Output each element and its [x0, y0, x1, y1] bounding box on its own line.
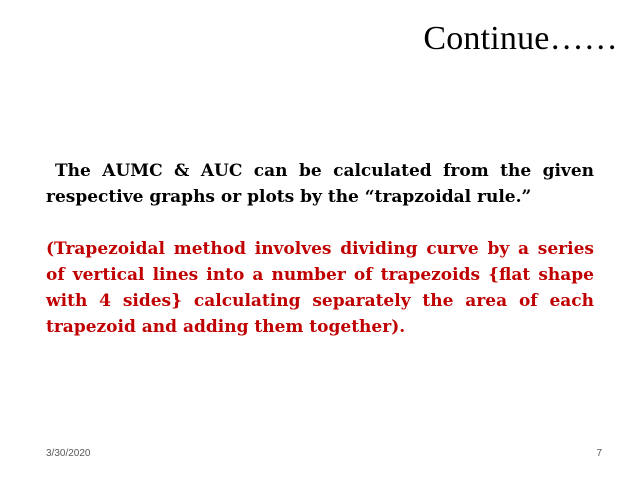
- footer-page-number: 7: [596, 448, 602, 459]
- footer-date: 3/30/2020: [46, 448, 91, 459]
- body-paragraph-trapezoidal-method: (Trapezoidal method involves dividing curve by a series of vertical lines into a number of trapezoids {flat shape with 4 sides} calculating separately the area of each trapezoid and adding them together).: [46, 239, 594, 337]
- slide-title: Continue……: [423, 20, 618, 57]
- body-paragraph-aumc-auc: The AUMC & AUC can be calculated from the given respective graphs or plots by the “trapzoidal rule.”: [46, 161, 594, 207]
